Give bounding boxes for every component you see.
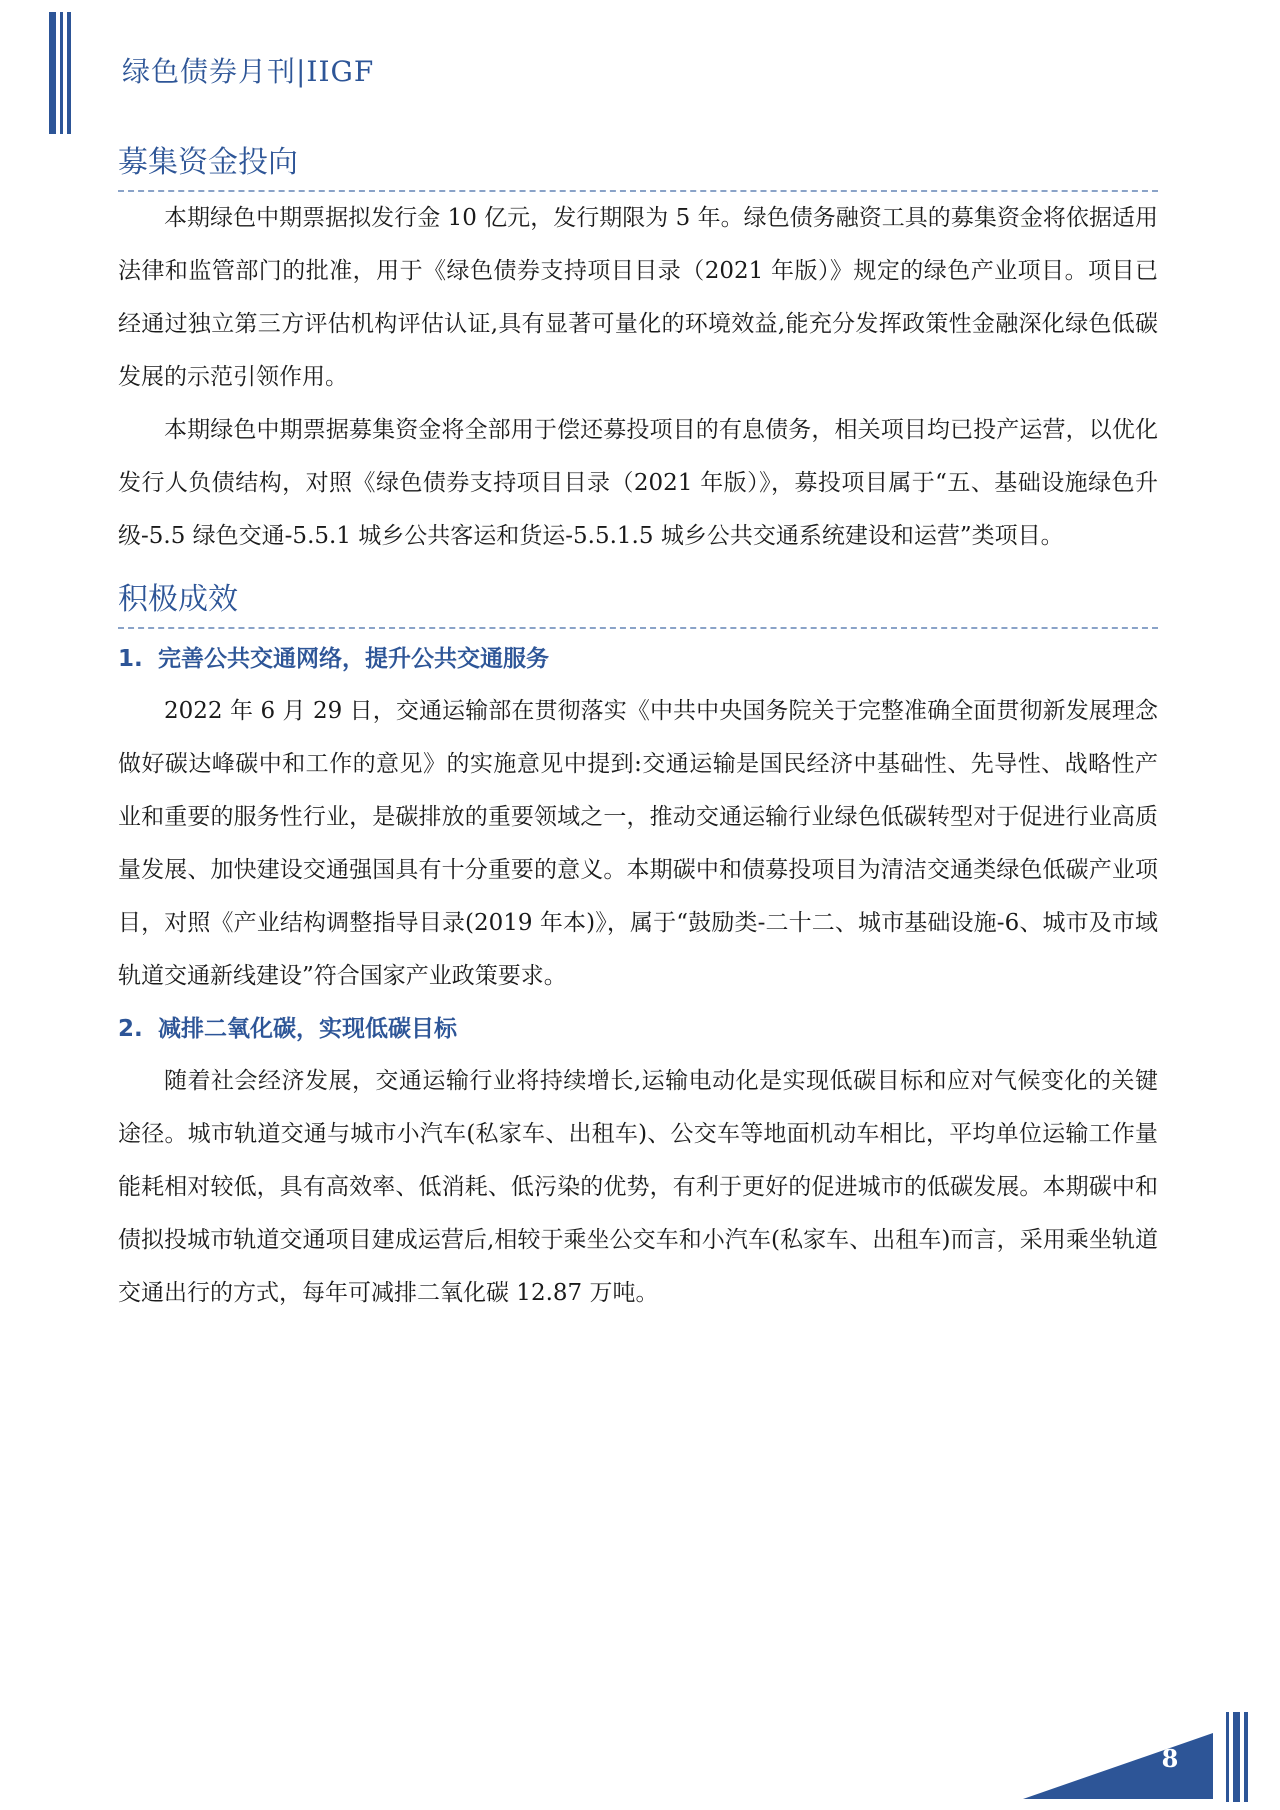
subsection-heading xyxy=(118,633,1158,685)
footer-decor-bar xyxy=(1244,1712,1248,1802)
page-number: 8 xyxy=(1161,1744,1179,1773)
subsection-number: 1. xyxy=(118,646,143,672)
paragraph: 2022 年 6 月 29 日，交通运输部在贯彻落实《中共中央国务院关于完整准确全面贯彻新发展理念做好碳达峰碳中和工作的意见》的实施意见中提到:交通运输是国民经济中基础性、先导性、战略性产业和重要的服务性行业，是碳排放的重要领域之一，推动交通运输行业绿色低碳转型对于促进行业高质量发展、加快建设交通强国具有十分重要的意义。本期碳中和债募投项目为清洁交通类绿色低碳产业项目，对照《产业结构调整指导目录(2019 年本)》，属于“鼓励类-二十二、城市基础设施-6、城市及市域轨道交通新线建设”符合国家产业政策要求。 xyxy=(118,698,1158,989)
subsection-number: 2. xyxy=(118,1016,143,1042)
section-title: 积极成效 xyxy=(118,582,238,617)
subsection-heading-text: 减排二氧化碳，实现低碳目标 xyxy=(158,1016,457,1042)
paragraph: 本期绿色中期票据募集资金将全部用于偿还募投项目的有息债务，相关项目均已投产运营，以优化发行人负债结构，对照《绿色债券支持项目目录（2021 年版）》，募投项目属于“五、基础设施绿色升级-5.5 绿色交通-5.5.1 城乡公共客运和货运-5.5.1.5 城乡公共交通系统建设和运营”类项目。 xyxy=(118,417,1158,549)
subsection-heading-text: 完善公共交通网络，提升公共交通服务 xyxy=(158,646,549,672)
footer-decor-bar xyxy=(1226,1712,1229,1802)
section-divider xyxy=(118,627,1158,629)
header-decor-bar xyxy=(60,12,63,134)
running-header: 绿色债券月刊|IIGF xyxy=(122,55,375,88)
header-decor-bar xyxy=(49,12,56,134)
section-title: 募集资金投向 xyxy=(118,145,298,180)
paragraph: 本期绿色中期票据拟发行金 10 亿元，发行期限为 5 年。绿色债务融资工具的募集资金将依据适用法律和监管部门的批准，用于《绿色债券支持项目目录（2021 年版）》规定的绿色产业项目。项目已经通过独立第三方评估机构评估认证,具有显著可量化的环境效益,能充分发挥政策性金融深化绿色低碳发展的示范引领作用。 xyxy=(118,205,1158,390)
page-content xyxy=(118,138,1158,1320)
header-decor-bar xyxy=(67,12,71,134)
subsection-heading xyxy=(118,1003,1158,1055)
paragraph: 随着社会经济发展，交通运输行业将持续增长,运输电动化是实现低碳目标和应对气候变化的关键途径。城市轨道交通与城市小汽车(私家车、出租车)、公交车等地面机动车相比，平均单位运输工作量能耗相对较低，具有高效率、低消耗、低污染的优势，有利于更好的促进城市的低碳发展。本期碳中和债拟投城市轨道交通项目建成运营后,相较于乘坐公交车和小汽车(私家车、出租车)而言，采用乘坐轨道交通出行的方式，每年可减排二氧化碳 12.87 万吨。 xyxy=(118,1068,1158,1306)
footer-decor-bar xyxy=(1233,1712,1240,1802)
